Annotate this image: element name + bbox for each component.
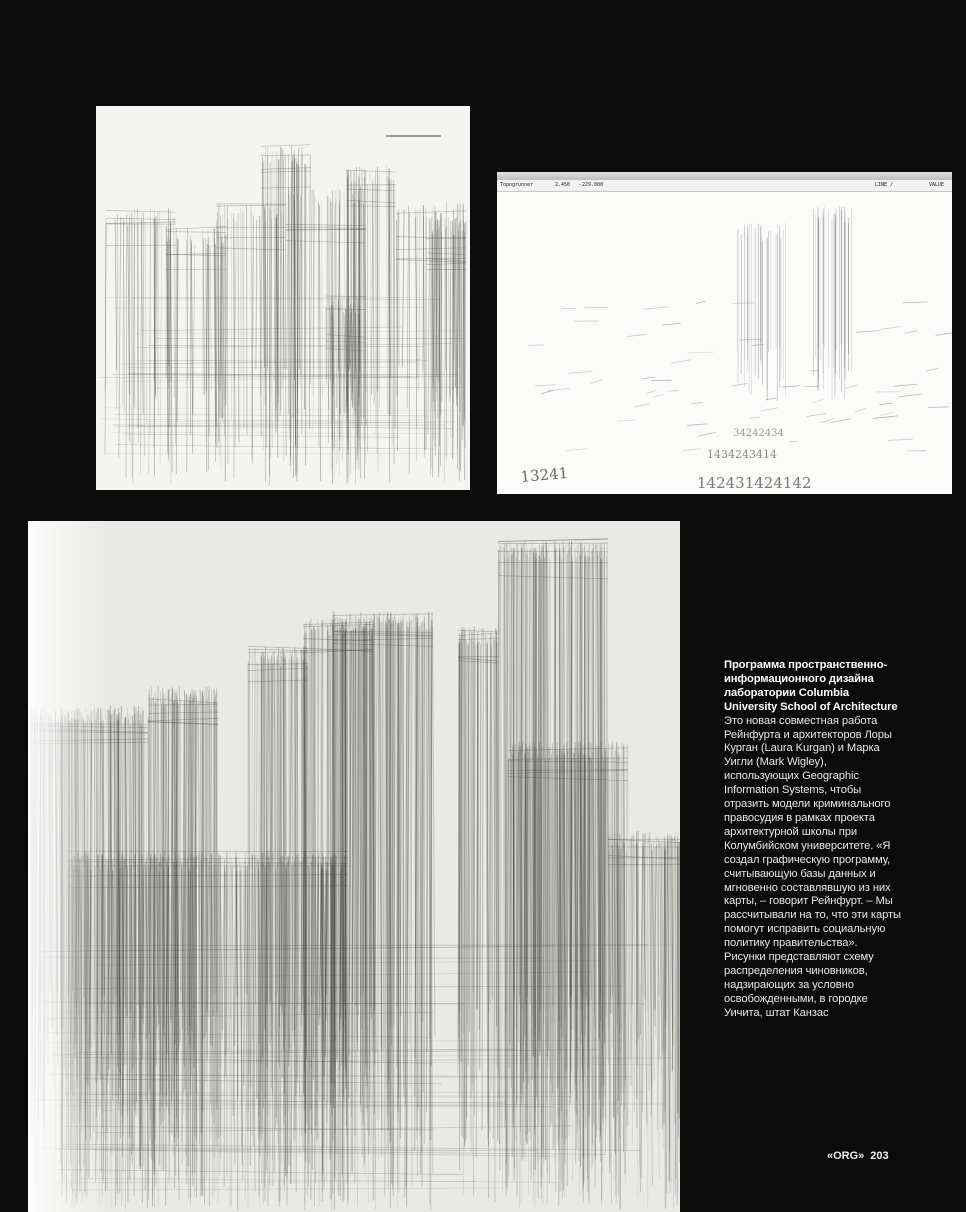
drawn-line	[628, 334, 648, 336]
plot-label: 13241	[519, 463, 569, 486]
drawn-line	[584, 307, 608, 308]
drawn-line	[117, 214, 118, 410]
drawn-line	[396, 211, 466, 213]
drawn-line	[155, 387, 462, 388]
drawn-line	[327, 196, 328, 385]
drawn-line	[903, 302, 927, 303]
drawn-line	[928, 407, 948, 408]
drawn-line	[193, 246, 195, 416]
drawn-line	[881, 327, 901, 330]
drawn-line	[240, 208, 241, 443]
drawn-line	[528, 345, 544, 346]
drawn-line	[285, 155, 286, 456]
drawn-line	[435, 221, 436, 447]
caption-body: Это новая совместная работа Рейнфурта и архитекторов Лоры Курган (Laura Kurgan) и Марка Уигли (Mark Wigley), использующих Geographic Information Systems, чтобы отразить модели криминального правосудия в рамках проекта архитектурной школы при Колумбийском университете. «Я создал графическую программу, считывающую базы данных и мгновенно составлявшую из них карты, – говорит Рейнфурт. – Мы рассчитывали на то, что эти карты помогут исправить социальную политику правительства». Рисунки представляют схему распределения чиновников, надзирающих за условно освобожденными, в городке Уичита, штат Канзас	[724, 714, 901, 1019]
drawn-line	[855, 408, 866, 412]
coord-y: -229.000	[579, 182, 604, 188]
drawn-line	[235, 221, 237, 379]
drawn-line	[346, 189, 396, 191]
magazine-name: «ORG»	[827, 1150, 865, 1162]
drawn-line	[261, 145, 311, 147]
drawn-line	[761, 408, 779, 411]
drawn-line	[873, 416, 898, 419]
drawn-line	[752, 345, 764, 346]
drawn-line	[160, 224, 162, 465]
drawn-line	[318, 202, 319, 448]
drawn-line	[210, 245, 211, 391]
drawn-line	[647, 390, 657, 393]
drawn-line	[322, 201, 323, 398]
drawn-line	[687, 424, 707, 425]
drawn-line	[346, 185, 396, 186]
coord-x: 2.450	[555, 182, 571, 188]
folio	[827, 1150, 895, 1162]
drawn-line	[310, 190, 312, 385]
drawn-line	[216, 237, 286, 238]
drawn-line	[261, 168, 311, 170]
drawn-line	[750, 417, 760, 418]
drawn-line	[879, 403, 892, 404]
drawn-line	[353, 181, 354, 429]
drawn-line	[256, 220, 257, 369]
drawn-line	[535, 385, 555, 386]
app-name: Topogrunner	[500, 182, 534, 188]
drawn-line	[669, 390, 679, 391]
drawn-line	[899, 394, 921, 397]
drawn-line	[391, 179, 392, 447]
drawn-line	[114, 432, 441, 434]
drawn-line	[856, 331, 880, 333]
drawn-line	[319, 205, 320, 481]
plot-label: 34242434	[733, 428, 784, 439]
drawn-line	[114, 426, 453, 428]
drawn-line	[291, 146, 292, 457]
drawn-line	[645, 307, 669, 310]
drawn-line	[634, 404, 650, 407]
drawn-line	[115, 220, 117, 371]
drawn-line	[145, 221, 147, 423]
drawn-line	[409, 213, 410, 475]
window-toolbar	[497, 180, 952, 192]
caption-block	[724, 659, 902, 1021]
drawn-line	[566, 449, 588, 451]
drawn-line	[671, 360, 691, 363]
number-plot	[497, 192, 952, 494]
drawn-line	[281, 148, 282, 411]
drawn-line	[591, 380, 603, 384]
drawn-line	[106, 218, 176, 219]
drawn-line	[845, 385, 858, 389]
drawn-line	[261, 171, 311, 172]
drawn-line	[663, 323, 681, 325]
drawn-line	[261, 187, 311, 188]
drawn-line	[617, 420, 636, 421]
wireframe-image-large	[28, 521, 680, 1212]
drawn-line	[888, 439, 913, 440]
drawn-line	[260, 216, 262, 436]
drawn-line	[106, 211, 176, 213]
drawn-line	[106, 245, 176, 246]
drawn-line	[116, 445, 436, 449]
drawn-line	[174, 217, 175, 398]
drawn-line	[261, 155, 311, 156]
wireframe-image-top-left	[96, 106, 470, 490]
drawn-line	[683, 449, 701, 451]
drawn-line	[936, 333, 952, 336]
drawn-line	[141, 221, 142, 456]
drawn-line	[905, 331, 918, 334]
drawn-line	[148, 346, 423, 347]
drawn-line	[428, 218, 430, 433]
drawn-line	[926, 368, 939, 372]
drawn-line	[642, 377, 655, 379]
drawn-line	[444, 229, 445, 483]
drawn-line	[831, 419, 852, 423]
drawn-line	[654, 395, 664, 397]
drawn-line	[243, 212, 244, 428]
drawn-line	[337, 302, 339, 465]
drawn-line	[696, 301, 705, 303]
drawn-line	[699, 432, 716, 435]
wireframe-drawing	[96, 106, 470, 490]
drawn-line	[119, 217, 121, 458]
drawn-line	[807, 413, 826, 416]
wireframe-drawing-large	[28, 521, 680, 1212]
drawn-line	[175, 228, 176, 444]
drawn-line	[126, 215, 127, 479]
drawn-line	[548, 389, 570, 391]
drawn-line	[371, 184, 373, 395]
drawn-line	[143, 213, 144, 457]
drawn-line	[568, 371, 593, 373]
app-window-image	[497, 172, 952, 494]
mode-label: LINE /	[875, 182, 894, 188]
drawn-line	[562, 308, 576, 309]
value-label: VALUE	[929, 182, 945, 188]
page-gutter-shade	[28, 521, 680, 1212]
drawn-line	[282, 212, 283, 389]
page-number: 203	[870, 1150, 889, 1162]
drawn-line	[812, 399, 823, 402]
drawn-line	[128, 425, 446, 426]
drawn-line	[541, 391, 554, 394]
drawn-line	[691, 402, 703, 404]
drawn-line	[402, 210, 404, 368]
drawn-line	[893, 384, 917, 386]
drawn-line	[880, 412, 894, 415]
caption-title: Программа пространственно-информационного дизайна лаборатории Columbia University School of Architecture	[724, 659, 898, 713]
drawn-line	[731, 383, 747, 386]
drawn-line	[139, 422, 432, 427]
drawn-line	[289, 195, 290, 440]
drawn-line	[192, 243, 193, 453]
drawn-line	[106, 408, 453, 411]
drawn-line	[688, 352, 714, 353]
plot-label: 142431424142	[697, 474, 812, 492]
plot-label: 1434243414	[707, 448, 777, 461]
